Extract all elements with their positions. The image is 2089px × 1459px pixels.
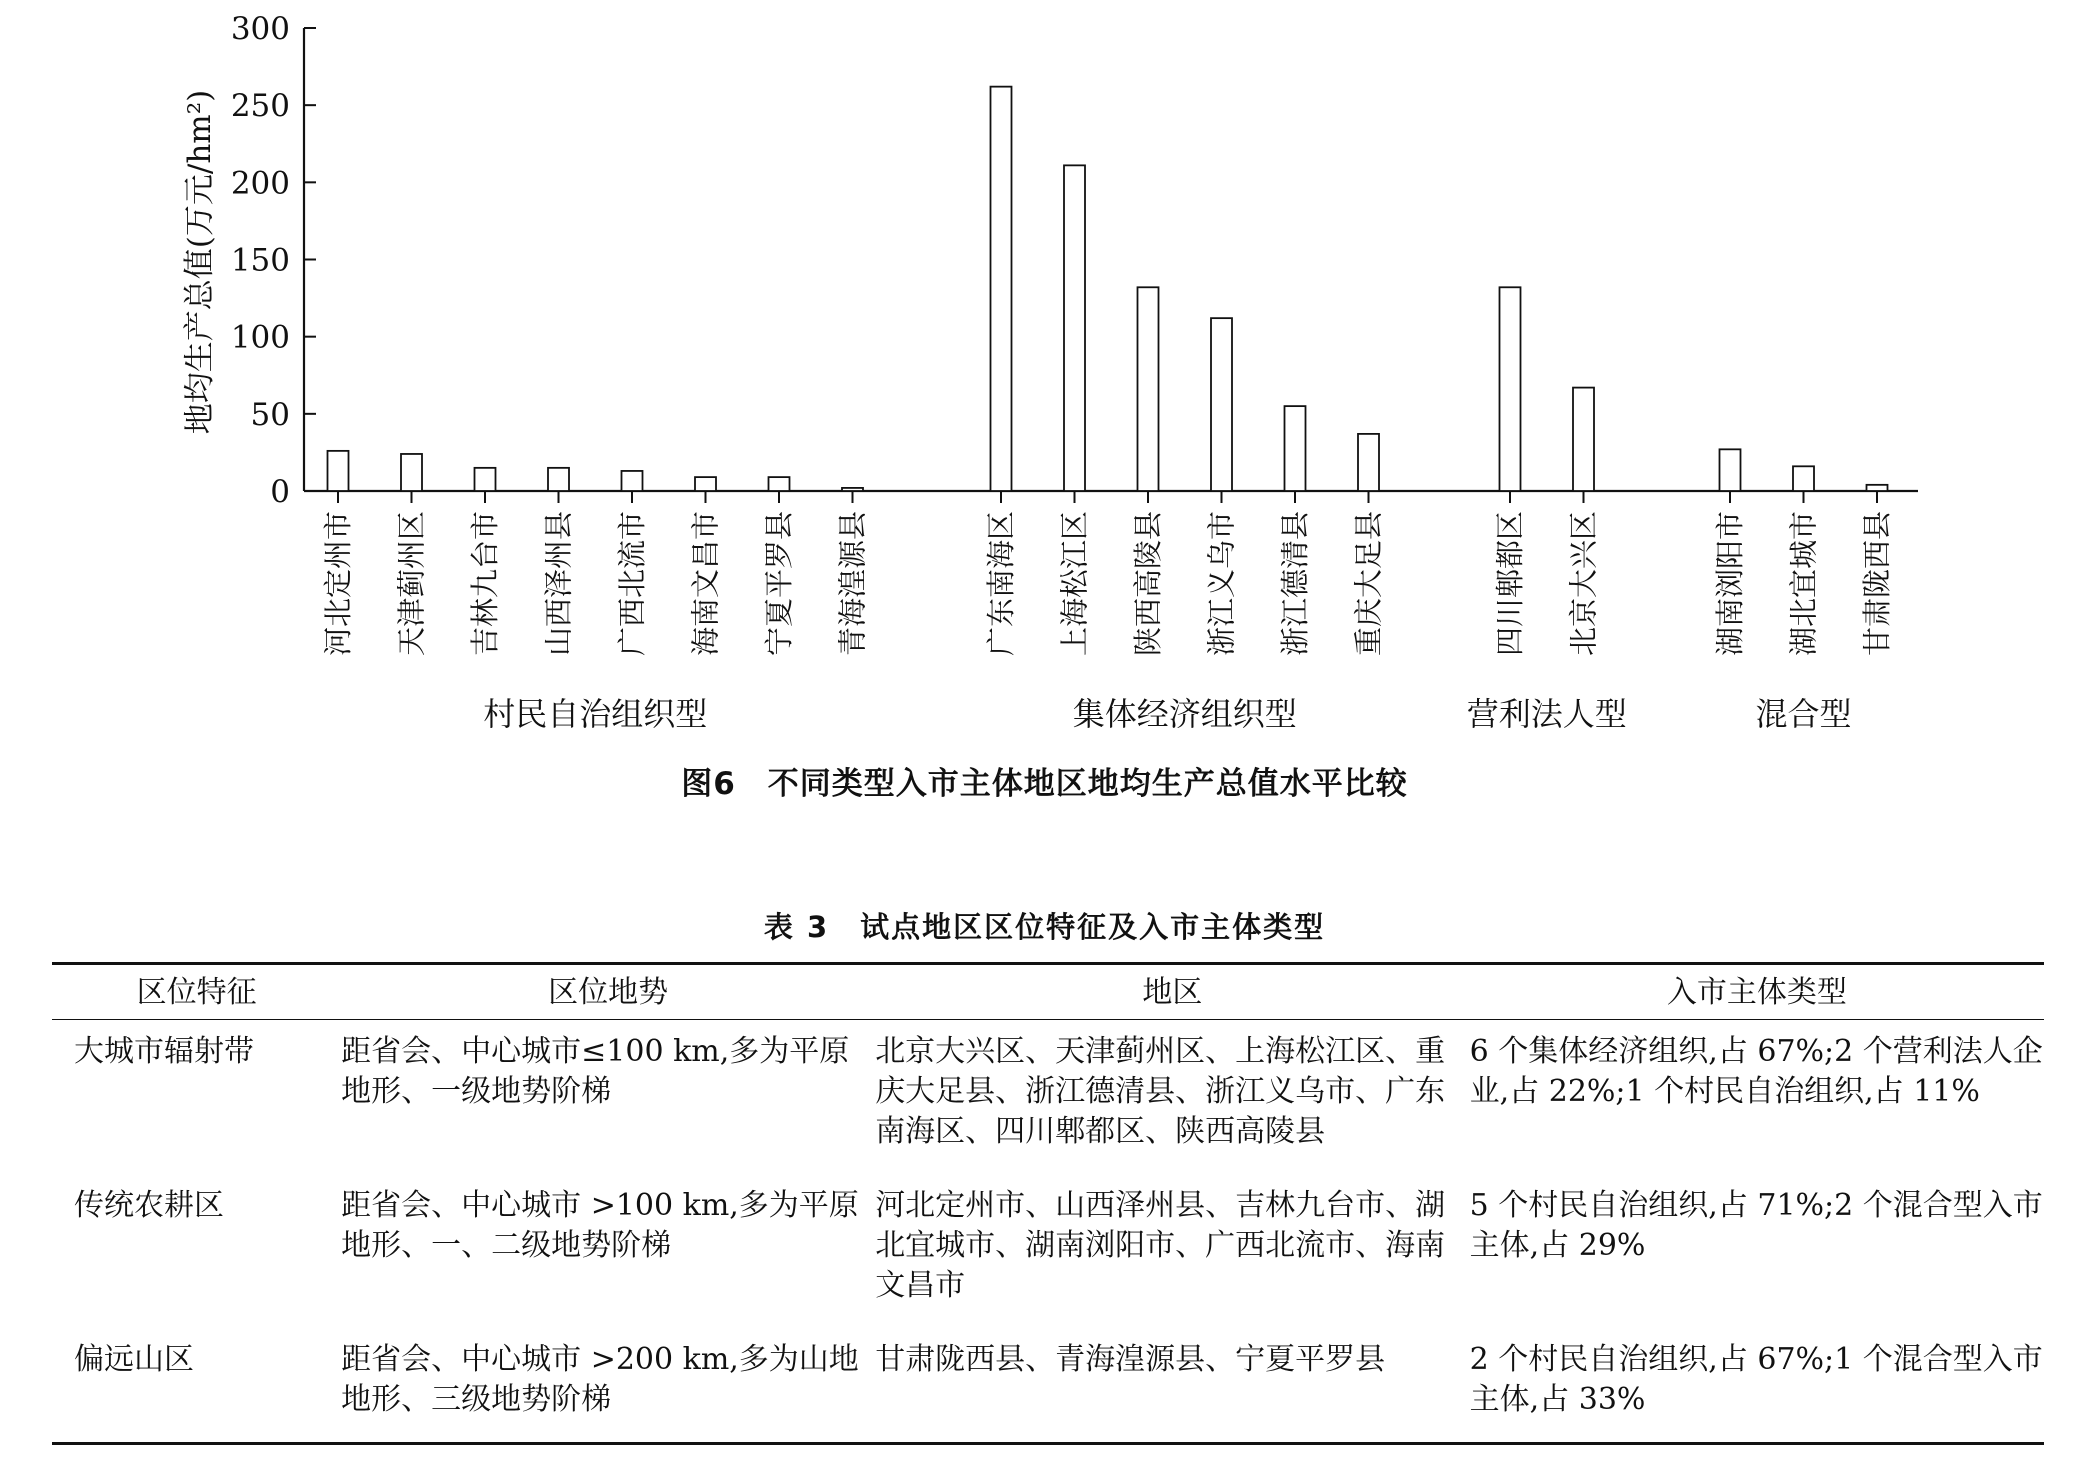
header-regions: 地区 [1142,975,1203,1010]
cell-feature: 偏远山区 [74,1342,194,1377]
bar [1358,434,1379,491]
group-label: 营利法人型 [1466,695,1627,733]
y-tick-label: 50 [250,396,290,433]
bar [1573,388,1594,491]
y-tick-label: 200 [230,165,290,202]
group-label: 集体经济组织型 [1072,695,1297,733]
bar [401,454,422,491]
bar [695,477,716,491]
header-feature: 区位特征 [136,975,257,1010]
x-tick-label: 海南文昌市 [688,511,723,657]
x-tick-label: 重庆大足县 [1351,511,1386,657]
bar [622,471,643,491]
header-types: 入市主体类型 [1666,975,1847,1010]
figure-caption: 图6 不同类型入市主体地区地均生产总值水平比较 [681,766,1408,802]
group-label: 混合型 [1755,695,1852,733]
x-tick-label: 上海松江区 [1057,511,1092,657]
data-table [52,962,2044,1445]
chart-bars [328,87,1888,491]
y-axis-label: 地均生产总值(万元/hm²) [182,89,218,435]
cell-terrain: 距省会、中心城市 >200 km,多为山地地形、三级地势阶梯 [341,1342,859,1417]
bar [1285,406,1306,491]
table-row [52,1340,2044,1444]
cell-terrain: 距省会、中心城市 >100 km,多为平原地形、一、二级地势阶梯 [341,1188,859,1263]
x-tick-label: 湖南浏阳市 [1713,511,1747,657]
x-tick-label: 吉林九台市 [468,511,502,657]
table-row [52,1186,2044,1340]
bar [1138,287,1159,491]
y-tick-label: 100 [230,319,290,356]
x-tick-label: 广东南海区 [984,511,1018,657]
bar [991,87,1012,491]
cell-feature: 大城市辐射带 [74,1034,254,1069]
x-tick-label: 广西北流市 [615,511,649,657]
bar [1064,165,1085,491]
y-tick-label: 300 [230,11,290,47]
bar [1500,287,1521,491]
y-tick-label: 250 [230,88,290,125]
x-tick-label: 四川郫都区 [1493,511,1527,657]
x-tick-label: 浙江义乌市 [1204,511,1239,657]
bar [548,468,569,491]
x-tick-label: 浙江德清县 [1278,511,1312,657]
x-tick-label: 青海湟源县 [835,511,870,657]
bar [1793,466,1814,491]
x-tick-labels [321,511,1894,656]
y-tick-label: 0 [270,474,290,510]
cell-regions: 甘肃陇西县、青海湟源县、宁夏平罗县 [875,1342,1386,1377]
cell-terrain: 距省会、中心城市≤100 km,多为平原地形、一级地势阶梯 [341,1034,850,1109]
x-tick-label: 河北定州市 [321,511,355,657]
cell-types: 5 个村民自治组织,占 71%;2 个混合型入市主体,占 29% [1469,1188,2043,1263]
bar [1211,318,1232,491]
x-tick-label: 天津蓟州区 [394,511,429,657]
bar [769,477,790,491]
bar [328,451,349,491]
header-terrain: 区位地势 [548,975,669,1010]
table-header-row [52,964,2044,1020]
x-tick-label: 北京大兴区 [1566,511,1601,657]
table-row [52,1020,2044,1187]
group-label: 村民自治组织型 [483,695,708,733]
x-tick-label: 山西泽州县 [541,511,576,657]
bar [475,468,496,491]
x-tick-label: 湖北宜城市 [1786,511,1821,657]
cell-regions: 河北定州市、山西泽州县、吉林九台市、湖北宜城市、湖南浏阳市、广西北流市、海南文昌市 [875,1188,1446,1303]
x-tick-label: 宁夏平罗县 [762,511,796,657]
x-tick-label: 甘肃陇西县 [1860,511,1894,657]
table-title: 表 3 试点地区区位特征及入市主体类型 [763,910,1326,944]
y-tick-label: 150 [230,242,290,279]
bar [1867,485,1888,491]
bar [842,488,863,491]
cell-types: 6 个集体经济组织,占 67%;2 个营利法人企业,占 22%;1 个村民自治组织,占 11% [1469,1034,2043,1109]
cell-regions: 北京大兴区、天津蓟州区、上海松江区、重庆大足县、浙江德清县、浙江义乌市、广东南海区、四川郫都区、陕西高陵县 [875,1034,1446,1149]
group-labels [483,695,1851,733]
x-tick-label: 陕西高陵县 [1131,511,1165,657]
bar [1720,449,1741,491]
cell-feature: 传统农耕区 [74,1188,224,1223]
cell-types: 2 个村民自治组织,占 67%;1 个混合型入市主体,占 33% [1469,1342,2043,1417]
